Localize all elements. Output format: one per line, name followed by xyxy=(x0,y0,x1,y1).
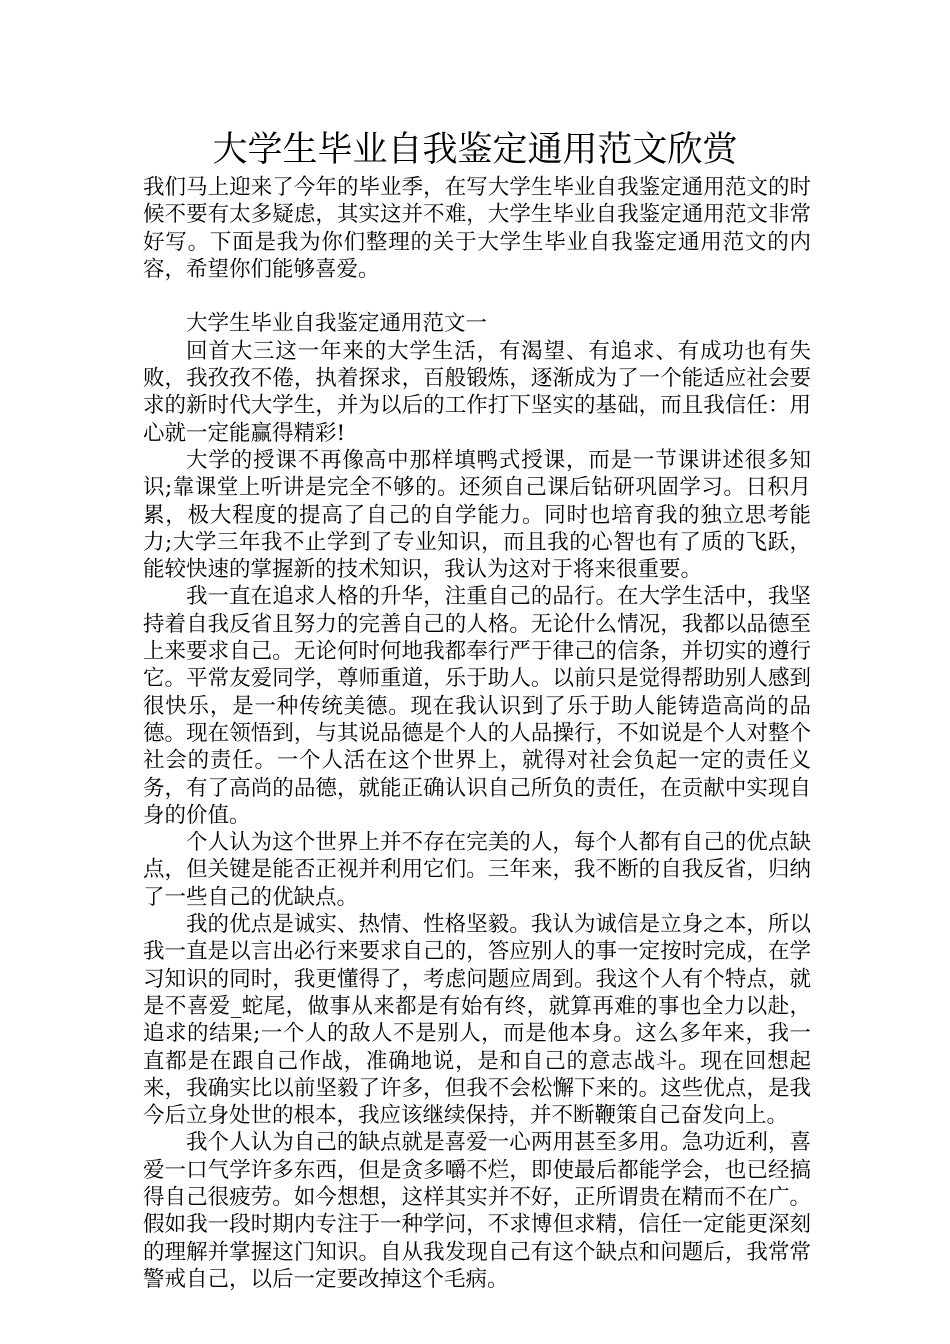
document-body xyxy=(143,174,811,1293)
section-heading: 大学生毕业自我鉴定通用范文一 xyxy=(186,311,488,337)
body-paragraph: 回首大三这一年来的大学生活，有渴望、有追求、有成功也有失败，我孜孜不倦，执着探求，百般锻炼，逐渐成为了一个能适应社会要求的新时代大学生，并为以后的工作打下坚实的基础，而且我信任：用心就一定能赢得精彩! xyxy=(143,338,811,446)
body-paragraph: 我个人认为自己的缺点就是喜爱一心两用甚至多用。急功近利，喜爱一口气学许多东西，但是贪多嚼不烂，即使最后都能学会，也已经搞得自己很疲劳。如今想想，这样其实并不好，正所谓贵在精而不在广。假如我一段时期内专注于一种学问，不求博但求精，信任一定能更深刻的理解并掌握这门知识。自从我发现自己有这个缺点和问题后，我常常警戒自己，以后一定要改掉这个毛病。 xyxy=(143,1130,811,1292)
intro-paragraph: 我们马上迎来了今年的毕业季，在写大学生毕业自我鉴定通用范文的时候不要有太多疑虑，其实这并不难，大学生毕业自我鉴定通用范文非常好写。下面是我为你们整理的关于大学生毕业自我鉴定通用范文的内容，希望你们能够喜爱。 xyxy=(143,175,811,282)
body-paragraph: 我一直在追求人格的升华，注重自己的品行。在大学生活中，我坚持着自我反省且努力的完善自己的人格。无论什么情况，我都以品德至上来要求自己。无论何时何地我都奉行严于律己的信条，并切实的遵行它。平常友爱同学，尊师重道，乐于助人。以前只是觉得帮助别人感到很快乐，是一种传统美德。现在我认识到了乐于助人能铸造高尚的品德。现在领悟到，与其说品德是个人的人品操行，不如说是个人对整个社会的责任。一个人活在这个世界上，就得对社会负起一定的责任义务，有了高尚的品德，就能正确认识自己所负的责任，在贡献中实现自身的价值。 xyxy=(143,584,811,828)
paragraph-spacer xyxy=(143,283,811,310)
document-title: 大学生毕业自我鉴定通用范文欣赏 xyxy=(212,130,738,170)
body-paragraph: 我的优点是诚实、热情、性格坚毅。我认为诚信是立身之本，所以我一直是以言出必行来要求自己的，答应别人的事一定按时完成，在学习知识的同时，我更懂得了，考虑问题应周到。我这个人有个特点，就是不喜爱_蛇尾，做事从来都是有始有终，就算再难的事也全力以赴，追求的结果;一个人的敌人不是别人，而是他本身。这么多年来，我一直都是在跟自己作战，准确地说，是和自己的意志战斗。现在回想起来，我确实比以前坚毅了许多，但我不会松懈下来的。这些优点，是我今后立身处世的根本，我应该继续保持，并不断鞭策自己奋发向上。 xyxy=(143,912,811,1129)
body-paragraph: 个人认为这个世界上并不存在完美的人，每个人都有自己的优点缺点，但关键是能否正视并利用它们。三年来，我不断的自我反省，归纳了一些自己的优缺点。 xyxy=(143,830,811,910)
body-paragraph: 大学的授课不再像高中那样填鸭式授课，而是一节课讲述很多知识;靠课堂上听讲是完全不够的。还须自己课后钻研巩固学习。日积月累，极大程度的提高了自己的自学能力。同时也培育我的独立思考能力;大学三年我不止学到了专业知识，而且我的心智也有了质的飞跃，能较快速的掌握新的技术知识，我认为这对于将来很重要。 xyxy=(143,447,811,583)
